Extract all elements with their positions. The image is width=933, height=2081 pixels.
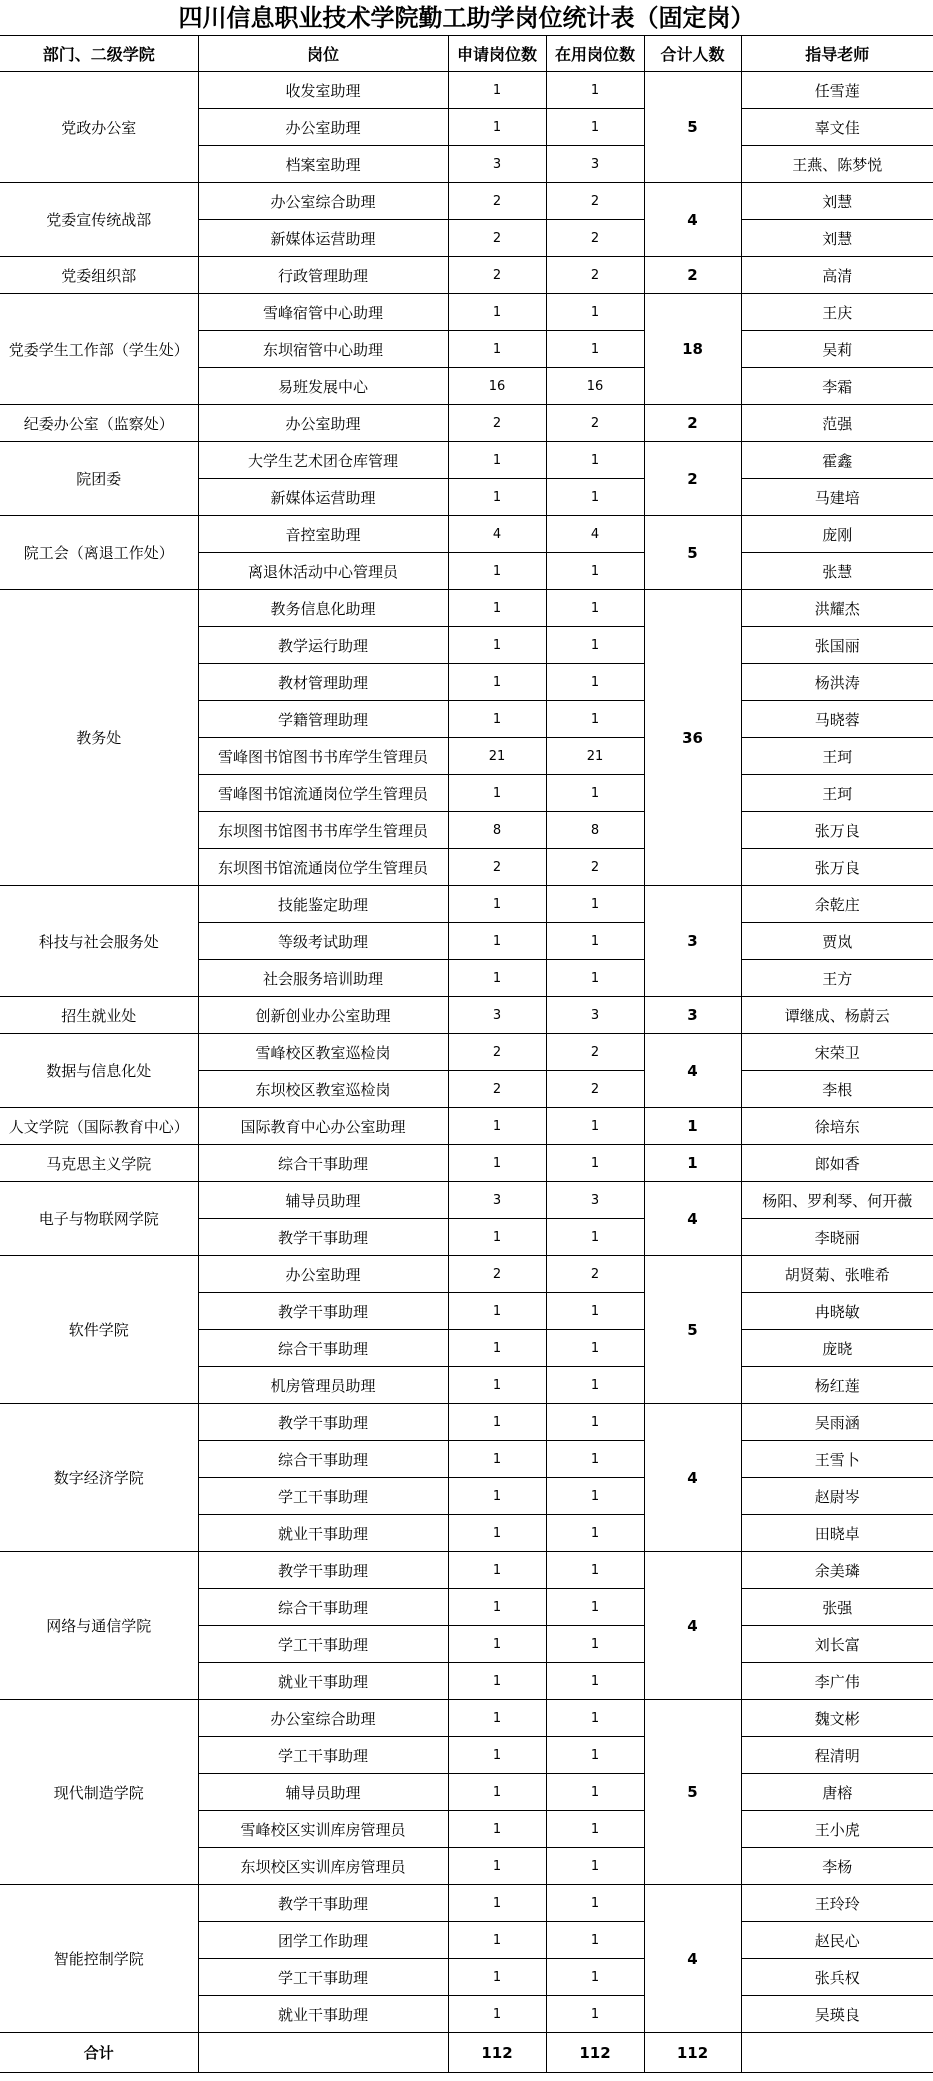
position-cell: 就业干事助理: [198, 1996, 448, 2033]
table-title: 四川信息职业技术学院勤工助学岗位统计表（固定岗）: [0, 0, 933, 36]
supervisor-cell: 王燕、陈梦悦: [741, 146, 933, 183]
position-cell: 教务信息化助理: [198, 590, 448, 627]
applied-count-cell: 1: [448, 1700, 546, 1737]
applied-count-cell: 2: [448, 405, 546, 442]
supervisor-cell: 杨洪涛: [741, 664, 933, 701]
position-cell: 国际教育中心办公室助理: [198, 1108, 448, 1145]
applied-count-cell: 1: [448, 109, 546, 146]
summary-row: [0, 2033, 933, 2073]
supervisor-cell: 杨阳、罗利琴、何开薇: [741, 1182, 933, 1219]
applied-count-cell: 4: [448, 516, 546, 553]
position-cell: 收发室助理: [198, 72, 448, 109]
applied-count-cell: 1: [448, 701, 546, 738]
applied-count-cell: 1: [448, 1996, 546, 2033]
applied-count-cell: 1: [448, 1811, 546, 1848]
position-cell: 辅导员助理: [198, 1774, 448, 1811]
supervisor-cell: 王珂: [741, 738, 933, 775]
total-count-cell: 36: [644, 590, 741, 886]
position-cell: 东坝校区教室巡检岗: [198, 1071, 448, 1108]
supervisor-cell: 王雪卜: [741, 1441, 933, 1478]
department-cell: 党委宣传统战部: [0, 183, 198, 257]
in-use-count-cell: 1: [546, 1367, 644, 1404]
supervisor-cell: 谭继成、杨蔚云: [741, 997, 933, 1034]
supervisor-cell: 庞刚: [741, 516, 933, 553]
applied-count-cell: 1: [448, 590, 546, 627]
department-cell: 软件学院: [0, 1256, 198, 1404]
department-cell: 人文学院（国际教育中心）: [0, 1108, 198, 1145]
position-cell: 雪峰图书馆图书书库学生管理员: [198, 738, 448, 775]
table-row: [0, 72, 933, 109]
in-use-count-cell: 1: [546, 1330, 644, 1367]
applied-count-cell: 1: [448, 775, 546, 812]
supervisor-cell: 李广伟: [741, 1663, 933, 1700]
position-cell: 等级考试助理: [198, 923, 448, 960]
supervisor-cell: 任雪莲: [741, 72, 933, 109]
department-cell: 数字经济学院: [0, 1404, 198, 1552]
department-cell: 马克思主义学院: [0, 1145, 198, 1182]
summary-supervisor: [741, 2033, 933, 2073]
in-use-count-cell: 1: [546, 1108, 644, 1145]
supervisor-cell: 吴雨涵: [741, 1404, 933, 1441]
in-use-count-cell: 2: [546, 1071, 644, 1108]
position-cell: 教学干事助理: [198, 1552, 448, 1589]
table-row: [0, 1404, 933, 1441]
header-department: 部门、二级学院: [0, 36, 198, 72]
supervisor-cell: 刘慧: [741, 183, 933, 220]
summary-label: 合计: [0, 2033, 198, 2073]
supervisor-cell: 马建培: [741, 479, 933, 516]
position-cell: 教材管理助理: [198, 664, 448, 701]
in-use-count-cell: 1: [546, 1996, 644, 2033]
position-cell: 办公室助理: [198, 1256, 448, 1293]
supervisor-cell: 郎如香: [741, 1145, 933, 1182]
table-row: [0, 590, 933, 627]
in-use-count-cell: 2: [546, 183, 644, 220]
applied-count-cell: 1: [448, 627, 546, 664]
header-supervisor: 指导老师: [741, 36, 933, 72]
in-use-count-cell: 1: [546, 1404, 644, 1441]
table-row: [0, 1700, 933, 1737]
applied-count-cell: 1: [448, 1404, 546, 1441]
in-use-count-cell: 1: [546, 923, 644, 960]
applied-count-cell: 1: [448, 1922, 546, 1959]
position-cell: 东坝图书馆图书书库学生管理员: [198, 812, 448, 849]
applied-count-cell: 1: [448, 294, 546, 331]
in-use-count-cell: 1: [546, 1848, 644, 1885]
department-cell: 党委组织部: [0, 257, 198, 294]
supervisor-cell: 张国丽: [741, 627, 933, 664]
position-cell: 综合干事助理: [198, 1145, 448, 1182]
position-cell: 东坝宿管中心助理: [198, 331, 448, 368]
in-use-count-cell: 1: [546, 1811, 644, 1848]
header-row: [0, 36, 933, 72]
in-use-count-cell: 21: [546, 738, 644, 775]
in-use-count-cell: 1: [546, 775, 644, 812]
table-row: [0, 1256, 933, 1293]
position-cell: 办公室综合助理: [198, 1700, 448, 1737]
department-cell: 现代制造学院: [0, 1700, 198, 1885]
applied-count-cell: 1: [448, 1552, 546, 1589]
supervisor-cell: 程清明: [741, 1737, 933, 1774]
header-total-count: 合计人数: [644, 36, 741, 72]
supervisor-cell: 刘慧: [741, 220, 933, 257]
in-use-count-cell: 1: [546, 1922, 644, 1959]
in-use-count-cell: 1: [546, 442, 644, 479]
supervisor-cell: 余乾庄: [741, 886, 933, 923]
position-cell: 办公室助理: [198, 405, 448, 442]
in-use-count-cell: 2: [546, 1256, 644, 1293]
total-count-cell: 2: [644, 442, 741, 516]
total-count-cell: 5: [644, 72, 741, 183]
position-cell: 东坝校区实训库房管理员: [198, 1848, 448, 1885]
supervisor-cell: 霍鑫: [741, 442, 933, 479]
total-count-cell: 2: [644, 257, 741, 294]
in-use-count-cell: 1: [546, 1663, 644, 1700]
position-cell: 易班发展中心: [198, 368, 448, 405]
applied-count-cell: 1: [448, 1515, 546, 1552]
department-cell: 院团委: [0, 442, 198, 516]
supervisor-cell: 李根: [741, 1071, 933, 1108]
applied-count-cell: 1: [448, 1330, 546, 1367]
supervisor-cell: 贾岚: [741, 923, 933, 960]
supervisor-cell: 宋荣卫: [741, 1034, 933, 1071]
supervisor-cell: 刘长富: [741, 1626, 933, 1663]
position-cell: 新媒体运营助理: [198, 479, 448, 516]
applied-count-cell: 1: [448, 331, 546, 368]
supervisor-cell: 徐培东: [741, 1108, 933, 1145]
total-count-cell: 4: [644, 1552, 741, 1700]
header-position: 岗位: [198, 36, 448, 72]
supervisor-cell: 杨红莲: [741, 1367, 933, 1404]
total-count-cell: 1: [644, 1108, 741, 1145]
position-cell: 雪峰校区实训库房管理员: [198, 1811, 448, 1848]
supervisor-cell: 庞晓: [741, 1330, 933, 1367]
summary-applied: 112: [448, 2033, 546, 2073]
in-use-count-cell: 3: [546, 1182, 644, 1219]
total-count-cell: 4: [644, 1034, 741, 1108]
applied-count-cell: 1: [448, 1626, 546, 1663]
total-count-cell: 3: [644, 997, 741, 1034]
supervisor-cell: 王方: [741, 960, 933, 997]
applied-count-cell: 16: [448, 368, 546, 405]
department-cell: 科技与社会服务处: [0, 886, 198, 997]
job-positions-table: [0, 36, 933, 2073]
in-use-count-cell: 1: [546, 109, 644, 146]
total-count-cell: 4: [644, 1404, 741, 1552]
position-cell: 办公室综合助理: [198, 183, 448, 220]
position-cell: 离退休活动中心管理员: [198, 553, 448, 590]
supervisor-cell: 张万良: [741, 849, 933, 886]
position-cell: 学籍管理助理: [198, 701, 448, 738]
total-count-cell: 5: [644, 1256, 741, 1404]
position-cell: 机房管理员助理: [198, 1367, 448, 1404]
supervisor-cell: 张慧: [741, 553, 933, 590]
applied-count-cell: 1: [448, 553, 546, 590]
position-cell: 雪峰宿管中心助理: [198, 294, 448, 331]
supervisor-cell: 余美璘: [741, 1552, 933, 1589]
applied-count-cell: 2: [448, 183, 546, 220]
position-cell: 社会服务培训助理: [198, 960, 448, 997]
table-row: [0, 1034, 933, 1071]
in-use-count-cell: 3: [546, 146, 644, 183]
applied-count-cell: 2: [448, 1034, 546, 1071]
in-use-count-cell: 16: [546, 368, 644, 405]
department-cell: 教务处: [0, 590, 198, 886]
summary-total: 112: [644, 2033, 741, 2073]
department-cell: 智能控制学院: [0, 1885, 198, 2033]
table-row: [0, 997, 933, 1034]
position-cell: 音控室助理: [198, 516, 448, 553]
department-cell: 纪委办公室（监察处）: [0, 405, 198, 442]
in-use-count-cell: 1: [546, 331, 644, 368]
in-use-count-cell: 1: [546, 590, 644, 627]
applied-count-cell: 1: [448, 1441, 546, 1478]
position-cell: 教学干事助理: [198, 1219, 448, 1256]
total-count-cell: 1: [644, 1145, 741, 1182]
applied-count-cell: 2: [448, 257, 546, 294]
in-use-count-cell: 1: [546, 1959, 644, 1996]
position-cell: 学工干事助理: [198, 1737, 448, 1774]
table-row: [0, 1885, 933, 1922]
supervisor-cell: 吴莉: [741, 331, 933, 368]
applied-count-cell: 3: [448, 146, 546, 183]
in-use-count-cell: 1: [546, 1515, 644, 1552]
position-cell: 创新创业办公室助理: [198, 997, 448, 1034]
total-count-cell: 5: [644, 516, 741, 590]
supervisor-cell: 洪耀杰: [741, 590, 933, 627]
table-row: [0, 405, 933, 442]
table-row: [0, 1552, 933, 1589]
supervisor-cell: 胡贤菊、张唯希: [741, 1256, 933, 1293]
applied-count-cell: 1: [448, 1848, 546, 1885]
supervisor-cell: 田晓卓: [741, 1515, 933, 1552]
applied-count-cell: 2: [448, 849, 546, 886]
total-count-cell: 18: [644, 294, 741, 405]
position-cell: 教学运行助理: [198, 627, 448, 664]
summary-position: [198, 2033, 448, 2073]
table-row: [0, 294, 933, 331]
applied-count-cell: 1: [448, 72, 546, 109]
position-cell: 东坝图书馆流通岗位学生管理员: [198, 849, 448, 886]
department-cell: 党政办公室: [0, 72, 198, 183]
position-cell: 档案室助理: [198, 146, 448, 183]
in-use-count-cell: 2: [546, 257, 644, 294]
supervisor-cell: 王玲玲: [741, 1885, 933, 1922]
supervisor-cell: 张兵权: [741, 1959, 933, 1996]
applied-count-cell: 1: [448, 1737, 546, 1774]
in-use-count-cell: 4: [546, 516, 644, 553]
in-use-count-cell: 1: [546, 1219, 644, 1256]
supervisor-cell: 李晓丽: [741, 1219, 933, 1256]
supervisor-cell: 王珂: [741, 775, 933, 812]
applied-count-cell: 3: [448, 997, 546, 1034]
header-applied-count: 申请岗位数: [448, 36, 546, 72]
position-cell: 团学工作助理: [198, 1922, 448, 1959]
applied-count-cell: 1: [448, 1959, 546, 1996]
supervisor-cell: 张万良: [741, 812, 933, 849]
position-cell: 雪峰图书馆流通岗位学生管理员: [198, 775, 448, 812]
in-use-count-cell: 1: [546, 886, 644, 923]
total-count-cell: 3: [644, 886, 741, 997]
applied-count-cell: 21: [448, 738, 546, 775]
table-row: [0, 516, 933, 553]
total-count-cell: 5: [644, 1700, 741, 1885]
supervisor-cell: 王小虎: [741, 1811, 933, 1848]
in-use-count-cell: 1: [546, 479, 644, 516]
supervisor-cell: 范强: [741, 405, 933, 442]
in-use-count-cell: 1: [546, 1552, 644, 1589]
applied-count-cell: 2: [448, 1071, 546, 1108]
in-use-count-cell: 1: [546, 960, 644, 997]
applied-count-cell: 1: [448, 442, 546, 479]
in-use-count-cell: 1: [546, 1145, 644, 1182]
in-use-count-cell: 3: [546, 997, 644, 1034]
table-body: [0, 72, 933, 2033]
position-cell: 就业干事助理: [198, 1663, 448, 1700]
applied-count-cell: 2: [448, 220, 546, 257]
total-count-cell: 4: [644, 1182, 741, 1256]
applied-count-cell: 1: [448, 664, 546, 701]
position-cell: 综合干事助理: [198, 1589, 448, 1626]
table-row: [0, 886, 933, 923]
supervisor-cell: 李霜: [741, 368, 933, 405]
table-row: [0, 1182, 933, 1219]
supervisor-cell: 赵尉岑: [741, 1478, 933, 1515]
applied-count-cell: 1: [448, 1145, 546, 1182]
supervisor-cell: 高清: [741, 257, 933, 294]
in-use-count-cell: 1: [546, 1774, 644, 1811]
in-use-count-cell: 2: [546, 1034, 644, 1071]
supervisor-cell: 魏文彬: [741, 1700, 933, 1737]
applied-count-cell: 1: [448, 1589, 546, 1626]
department-cell: 院工会（离退工作处）: [0, 516, 198, 590]
supervisor-cell: 赵民心: [741, 1922, 933, 1959]
applied-count-cell: 1: [448, 1108, 546, 1145]
position-cell: 新媒体运营助理: [198, 220, 448, 257]
position-cell: 技能鉴定助理: [198, 886, 448, 923]
applied-count-cell: 1: [448, 1885, 546, 1922]
in-use-count-cell: 1: [546, 553, 644, 590]
table-row: [0, 1145, 933, 1182]
applied-count-cell: 1: [448, 1219, 546, 1256]
supervisor-cell: 张强: [741, 1589, 933, 1626]
in-use-count-cell: 1: [546, 1885, 644, 1922]
supervisor-cell: 辜文佳: [741, 109, 933, 146]
position-cell: 学工干事助理: [198, 1959, 448, 1996]
in-use-count-cell: 1: [546, 1293, 644, 1330]
supervisor-cell: 王庆: [741, 294, 933, 331]
position-cell: 大学生艺术团仓库管理: [198, 442, 448, 479]
in-use-count-cell: 1: [546, 664, 644, 701]
supervisor-cell: 马晓蓉: [741, 701, 933, 738]
department-cell: 数据与信息化处: [0, 1034, 198, 1108]
table-row: [0, 183, 933, 220]
in-use-count-cell: 2: [546, 405, 644, 442]
in-use-count-cell: 1: [546, 1700, 644, 1737]
table-row: [0, 442, 933, 479]
in-use-count-cell: 1: [546, 627, 644, 664]
position-cell: 学工干事助理: [198, 1478, 448, 1515]
total-count-cell: 2: [644, 405, 741, 442]
applied-count-cell: 1: [448, 1663, 546, 1700]
applied-count-cell: 3: [448, 1182, 546, 1219]
applied-count-cell: 1: [448, 479, 546, 516]
position-cell: 办公室助理: [198, 109, 448, 146]
in-use-count-cell: 2: [546, 220, 644, 257]
applied-count-cell: 1: [448, 1367, 546, 1404]
table-row: [0, 1108, 933, 1145]
summary-in-use: 112: [546, 2033, 644, 2073]
applied-count-cell: 1: [448, 923, 546, 960]
in-use-count-cell: 1: [546, 1626, 644, 1663]
header-in-use-count: 在用岗位数: [546, 36, 644, 72]
applied-count-cell: 8: [448, 812, 546, 849]
total-count-cell: 4: [644, 183, 741, 257]
applied-count-cell: 1: [448, 886, 546, 923]
in-use-count-cell: 1: [546, 701, 644, 738]
table-row: [0, 257, 933, 294]
department-cell: 招生就业处: [0, 997, 198, 1034]
position-cell: 教学干事助理: [198, 1293, 448, 1330]
applied-count-cell: 1: [448, 1774, 546, 1811]
position-cell: 综合干事助理: [198, 1330, 448, 1367]
in-use-count-cell: 8: [546, 812, 644, 849]
department-cell: 网络与通信学院: [0, 1552, 198, 1700]
position-cell: 教学干事助理: [198, 1885, 448, 1922]
department-cell: 党委学生工作部（学生处）: [0, 294, 198, 405]
supervisor-cell: 冉晓敏: [741, 1293, 933, 1330]
supervisor-cell: 李杨: [741, 1848, 933, 1885]
position-cell: 雪峰校区教室巡检岗: [198, 1034, 448, 1071]
total-count-cell: 4: [644, 1885, 741, 2033]
in-use-count-cell: 1: [546, 72, 644, 109]
in-use-count-cell: 1: [546, 294, 644, 331]
position-cell: 教学干事助理: [198, 1404, 448, 1441]
applied-count-cell: 1: [448, 1293, 546, 1330]
department-cell: 电子与物联网学院: [0, 1182, 198, 1256]
position-cell: 行政管理助理: [198, 257, 448, 294]
in-use-count-cell: 1: [546, 1478, 644, 1515]
position-cell: 综合干事助理: [198, 1441, 448, 1478]
applied-count-cell: 1: [448, 1478, 546, 1515]
supervisor-cell: 吴瑛良: [741, 1996, 933, 2033]
in-use-count-cell: 1: [546, 1589, 644, 1626]
position-cell: 学工干事助理: [198, 1626, 448, 1663]
in-use-count-cell: 2: [546, 849, 644, 886]
supervisor-cell: 唐榕: [741, 1774, 933, 1811]
position-cell: 辅导员助理: [198, 1182, 448, 1219]
in-use-count-cell: 1: [546, 1441, 644, 1478]
in-use-count-cell: 1: [546, 1737, 644, 1774]
applied-count-cell: 2: [448, 1256, 546, 1293]
applied-count-cell: 1: [448, 960, 546, 997]
position-cell: 就业干事助理: [198, 1515, 448, 1552]
